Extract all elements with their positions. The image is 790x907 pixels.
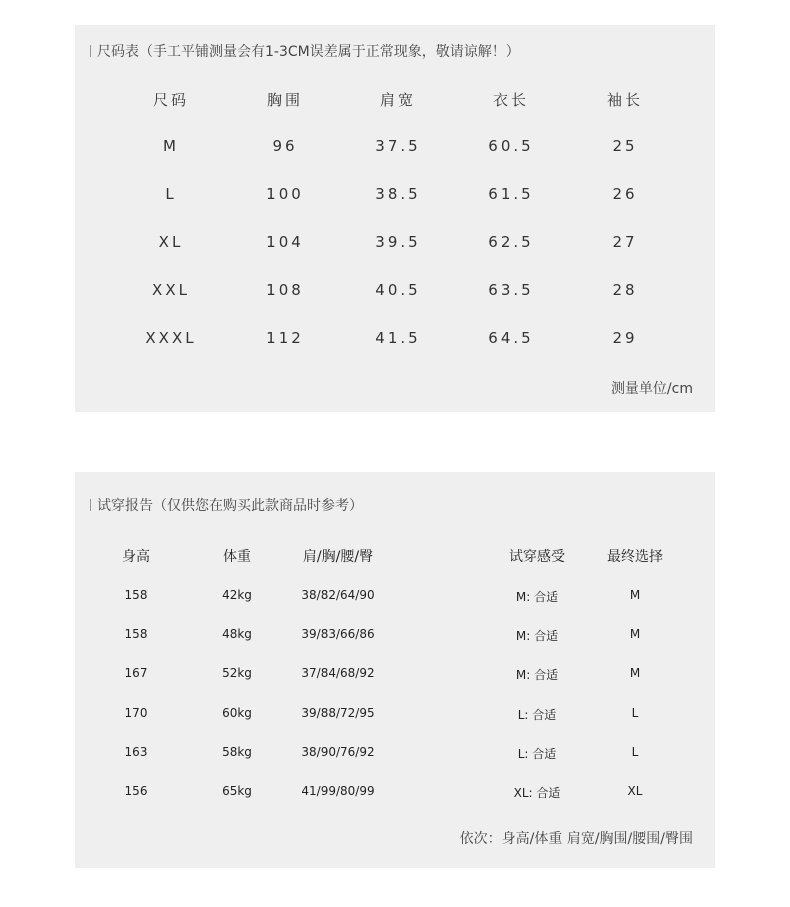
table-cell: XXL <box>152 281 190 299</box>
table-cell: 61.5 <box>488 185 534 203</box>
table-header-cell: 尺码 <box>152 91 190 109</box>
trial-report-title-text: 试穿报告（仅供您在购买此款商品时参考） <box>97 498 363 514</box>
table-cell: 41.5 <box>375 329 421 347</box>
table-cell: M <box>629 588 641 602</box>
table-cell: 42kg <box>222 588 252 602</box>
table-cell: 156 <box>124 784 148 798</box>
table-cell: 163 <box>124 745 148 759</box>
table-cell: L <box>631 706 639 720</box>
table-cell: 167 <box>124 666 148 680</box>
table-cell: 104 <box>266 233 304 251</box>
table-cell: 37.5 <box>375 137 421 155</box>
table-cell: XL <box>627 784 643 798</box>
table-cell: 40.5 <box>375 281 421 299</box>
table-cell: M <box>163 137 179 155</box>
table-cell: L: 合适 <box>517 747 557 761</box>
table-cell: 64.5 <box>488 329 534 347</box>
table-cell: 158 <box>124 588 148 602</box>
table-cell: 60kg <box>222 706 252 720</box>
table-cell: 158 <box>124 627 148 641</box>
table-header-cell: 衣长 <box>492 91 530 109</box>
table-cell: 62.5 <box>488 233 534 251</box>
table-cell: M: 合适 <box>515 590 559 604</box>
table-cell: 63.5 <box>488 281 534 299</box>
table-cell: XL: 合适 <box>513 786 561 800</box>
table-cell: 25 <box>612 137 638 155</box>
table-header-cell: 最终选择 <box>607 549 663 565</box>
table-cell: 170 <box>124 706 148 720</box>
table-cell: 38/90/76/92 <box>301 745 375 759</box>
size-unit-note: 测量单位/cm <box>610 381 693 397</box>
table-cell: M: 合适 <box>515 629 559 643</box>
table-cell: 60.5 <box>488 137 534 155</box>
table-cell: 112 <box>266 329 304 347</box>
table-cell: 28 <box>612 281 638 299</box>
table-cell: 52kg <box>222 666 252 680</box>
table-cell: M <box>629 666 641 680</box>
size-chart-panel <box>75 25 715 412</box>
table-cell: 100 <box>266 185 304 203</box>
table-cell: 65kg <box>222 784 252 798</box>
table-cell: 26 <box>612 185 638 203</box>
table-header-cell: 身高 <box>122 549 150 565</box>
table-header-cell: 肩宽 <box>379 91 417 109</box>
table-header-cell: 体重 <box>223 549 251 565</box>
table-cell: L: 合适 <box>517 708 557 722</box>
size-chart-title <box>90 41 520 61</box>
table-header-cell: 肩/胸/腰/臀 <box>302 549 374 565</box>
table-cell: XL <box>158 233 184 251</box>
table-cell: 29 <box>612 329 638 347</box>
table-cell: 38.5 <box>375 185 421 203</box>
table-cell: 27 <box>612 233 638 251</box>
table-cell: 39/88/72/95 <box>301 706 375 720</box>
trial-report-panel <box>75 472 715 868</box>
table-cell: M <box>629 627 641 641</box>
table-cell: 58kg <box>222 745 252 759</box>
table-cell: 37/84/68/92 <box>301 666 375 680</box>
trial-report-title <box>90 495 363 515</box>
table-cell: 38/82/64/90 <box>301 588 375 602</box>
size-chart-title-text: 尺码表（手工平铺测量会有1-3CM误差属于正常现象，敬请谅解！） <box>97 44 520 60</box>
table-cell: 48kg <box>222 627 252 641</box>
table-header-cell: 试穿感受 <box>509 549 565 565</box>
trial-order-note: 依次：身高/体重 肩宽/胸围/腰围/臀围 <box>459 831 693 847</box>
table-header-cell: 胸围 <box>266 91 304 109</box>
table-cell: 108 <box>266 281 304 299</box>
table-header-cell: 袖长 <box>606 91 644 109</box>
table-cell: L <box>165 185 177 203</box>
table-cell: 41/99/80/99 <box>301 784 375 798</box>
table-cell: XXXL <box>145 329 197 347</box>
table-cell: 39.5 <box>375 233 421 251</box>
table-cell: L <box>631 745 639 759</box>
table-cell: M: 合适 <box>515 668 559 682</box>
table-cell: 96 <box>272 137 298 155</box>
table-cell: 39/83/66/86 <box>301 627 375 641</box>
title-bar-decoration <box>90 45 91 57</box>
title-bar-decoration <box>90 499 91 511</box>
